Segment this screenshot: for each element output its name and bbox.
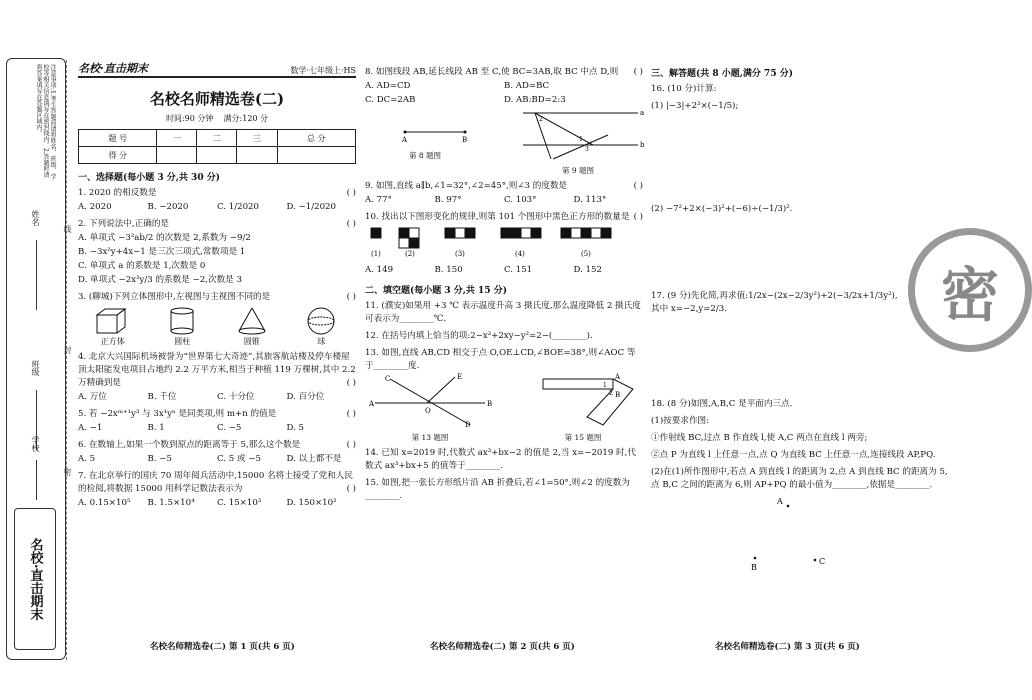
question-1: 1. 2020 的相反数是 ( ) <box>78 188 356 198</box>
header-logo: 名校·直击期末 <box>78 62 148 75</box>
question-18-step1: ①作射线 BC,过点 B 作直线 l,使 A,C 两点在直线 l 两旁; <box>651 433 868 443</box>
svg-text:3: 3 <box>585 146 589 153</box>
options-q4: A. 万位 B. 千位 C. 十分位 D. 百分位 <box>78 392 325 402</box>
exam-meta: 时间:90 分钟 满分:120 分 <box>165 114 269 123</box>
cylinder-icon <box>162 306 202 336</box>
question-18-part2: (2)在(1)所作图形中,若点 A 到直线 l 的距离为 2,点 A 到直线 BC 的距离为 5,点 B,C 之间的距离为 6,则 AP+PQ 的最小值为________,依据是________. <box>651 467 948 490</box>
svg-text:E: E <box>457 373 463 381</box>
svg-text:A: A <box>369 400 375 408</box>
folded-paper-figure <box>523 373 643 429</box>
sphere-figure: 球 <box>287 306 357 347</box>
sphere-icon <box>301 306 341 336</box>
page-column-3 <box>651 60 951 575</box>
answer-area[interactable] <box>651 316 951 394</box>
svg-text:O: O <box>425 407 431 415</box>
name-input-line[interactable] <box>36 240 37 310</box>
question-18-part1: (1)按要求作图: <box>651 416 710 426</box>
answer-area[interactable] <box>651 113 951 199</box>
question-16: 16. (10 分)计算: <box>651 84 717 94</box>
options-q9: A. 77° B. 97° C. 103° D. 113° <box>365 195 607 205</box>
cylinder-figure: 圆柱 <box>148 306 218 347</box>
school-label: 学校 <box>31 436 40 452</box>
svg-text:A: A <box>402 136 408 144</box>
svg-text:C: C <box>385 375 391 383</box>
options-q7: A. 0.15×10⁵ B. 1.5×10⁴ C. 15×10³ D. 150×10² <box>78 498 337 508</box>
question-14: 14. 已知 x=2019 时,代数式 ax³+bx−2 的值是 2,当 x=−2019 时,代数式 ax³+bx+5 的值等于________. <box>365 448 636 471</box>
svg-text:B: B <box>751 563 757 572</box>
option-q2b: B. −3x²y+4x−1 是三次三项式,常数项是 1 <box>78 247 246 257</box>
svg-text:(1): (1) <box>371 250 381 258</box>
segment-figure <box>365 107 485 147</box>
intersecting-lines-figure <box>365 373 495 429</box>
svg-text:(4): (4) <box>515 250 525 258</box>
option-q2d: D. 单项式 −2x²y/3 的系数是 −2,次数是 3 <box>78 275 242 285</box>
question-13: 13. 如图,直线 AB,CD 相交于点 O,OE⊥CD,∠BOE=38°,则∠AOC 等于________度. <box>365 348 636 371</box>
solid-figures <box>78 306 356 347</box>
exam-instructions: 注意事项:1.考生答题前请将姓名、班级、学校等相关信息填写在密封线内。2.答题时请将答案填写在答题区域内。 <box>35 64 56 180</box>
svg-text:D: D <box>465 421 471 429</box>
question-12: 12. 在括号内填上恰当的项:2−x²+2xy−y²=2−(________). <box>365 331 593 341</box>
svg-text:A: A <box>615 373 621 381</box>
options-q10: A. 149 B. 150 C. 151 D. 152 <box>365 265 602 275</box>
section-title: 一、选择题(每小题 3 分,共 30 分) <box>78 173 220 183</box>
question-16-part1: (1) |−3|+2³×(−1/5); <box>651 101 739 111</box>
question-18: 18. (8 分)如图,A,B,C 是平面内三点. <box>651 399 793 409</box>
school-input-line[interactable] <box>36 460 37 500</box>
figures-13-15 <box>365 373 643 443</box>
question-16-part2: (2) −7²+2×(−3)²+(−6)÷(−1/3)². <box>651 204 793 214</box>
question-10: 10. 找出以下图形变化的规律,则第 101 个图形中黑色正方形的数量是 ( ) <box>365 212 643 222</box>
question-6: 6. 在数轴上,如果一个数到原点的距离等于 5,那么这个数是 ( ) <box>78 440 356 450</box>
svg-text:B: B <box>487 400 493 408</box>
svg-text:B: B <box>615 391 621 399</box>
seal-char: 密 <box>63 468 72 476</box>
question-8: 8. 如图线段 AB,延长线段 AB 至 C,使 BC=3AB,取 BC 中点 D,则 ( ) <box>365 67 643 77</box>
class-label: 班级 <box>31 360 40 376</box>
question-4: 4. 北京大兴国际机场被誉为“世界第七大奇迹”,其旅客航站楼及停车楼屋顶太阳能发电项目占地约 2.2 万平方米,相当于种植 119 万棵树,其中 2.2 万精确到是 ( ) <box>78 352 356 388</box>
question-7: 7. 在北京举行的国庆 70 周年阅兵活动中,15000 名将士接受了党和人民的检阅,将数据 15000 用科学记数法表示为 ( ) <box>78 471 356 494</box>
score-cell[interactable] <box>157 147 197 164</box>
footer-page-2: 名校名师精选卷(二) 第 2 页(共 6 页) <box>430 642 575 652</box>
score-cell[interactable] <box>197 147 237 164</box>
cone-figure: 圆锥 <box>217 306 287 347</box>
cone-icon <box>232 306 272 336</box>
page-title: 名校名师精选卷(二) <box>149 90 285 108</box>
question-18-step2: ②点 P 为直线 l 上任意一点,点 Q 为直线 BC 上任意一点,连接线段 AP,PQ. <box>651 450 936 460</box>
svg-text:(5): (5) <box>581 250 591 258</box>
svg-text:b: b <box>640 141 645 149</box>
figure-13: A B C E O D 第 13 题图 <box>365 373 495 443</box>
parallel-lines-figure <box>513 107 643 162</box>
seal-char: 线 <box>63 225 72 233</box>
svg-text:1: 1 <box>603 382 607 389</box>
seal-line <box>66 60 67 660</box>
figure-9: a b 2 1 3 第 9 题图 <box>513 107 643 176</box>
svg-text:a: a <box>640 109 645 117</box>
question-15: 15. 如图,把一张长方形纸片沿 AB 折叠后,若∠1=50°,则∠2 的度数为________. <box>365 478 630 501</box>
score-table: 题 号 一 二 三 总 分 得 分 <box>78 129 356 164</box>
section-title: 三、解答题(共 8 小题,满分 75 分) <box>651 69 793 79</box>
page-column-1 <box>78 60 356 510</box>
score-cell[interactable] <box>277 147 355 164</box>
pattern-figure <box>365 224 643 260</box>
svg-text:A: A <box>777 497 783 506</box>
options-q8: A. AD=CD B. AD=BC C. DC=2AB D. AB:BD=2:3 <box>365 81 566 105</box>
cube-icon <box>93 306 133 336</box>
svg-text:C: C <box>819 557 826 566</box>
points-figure <box>651 492 951 572</box>
page-column-2 <box>365 60 643 503</box>
figure-8: A B 第 8 题图 <box>365 107 485 176</box>
question-9: 9. 如图,直线 a∥b,∠1=32°,∠2=45°,则∠3 的度数是 ( ) <box>365 181 643 191</box>
svg-text:2: 2 <box>609 390 613 397</box>
options-q1: A. 2020 B. −2020 C. 1/2020 D. −1/2020 <box>78 202 336 212</box>
question-5: 5. 若 −2xᵐ⁺¹y³ 与 3x¹yⁿ 是同类项,则 m+n 的值是 ( ) <box>78 409 356 419</box>
svg-text:2: 2 <box>539 116 543 123</box>
brand-logo: 名校·直击期末 <box>14 508 56 650</box>
option-q2c: C. 单项式 a 的系数是 1,次数是 0 <box>78 261 206 271</box>
svg-text:(3): (3) <box>455 250 465 258</box>
seal-stamp: 密 <box>908 228 1032 352</box>
svg-text:(2): (2) <box>405 250 415 258</box>
svg-text:B: B <box>462 136 468 144</box>
option-q2a: A. 单项式 −3²ab/2 的次数是 2,系数为 −9/2 <box>78 233 251 243</box>
page-header <box>78 60 356 78</box>
score-cell[interactable] <box>237 147 277 164</box>
question-17: 17. (9 分)先化简,再求值:1/2x−(2x−2/3y²)+2(−3/2x+1/3y²),其中 x=−2,y=2/3. <box>651 291 898 314</box>
seal-char: 封 <box>63 346 72 354</box>
cube-figure: 正方体 <box>78 306 148 347</box>
question-11: 11. (濮安)如果用 +3 ℃ 表示温度升高 3 摄氏度,那么温度降低 2 摄氏度可表示为________℃. <box>365 301 641 324</box>
name-label: 姓名 <box>31 210 40 226</box>
question-2: 2. 下列说法中,正确的是 ( ) <box>78 219 356 229</box>
svg-text:1: 1 <box>579 136 583 143</box>
question-3: 3. (聊城)下列立体图形中,左视图与主视图不同的是 ( ) <box>78 292 356 302</box>
figures-8-9 <box>365 107 643 176</box>
answer-area[interactable] <box>651 216 951 286</box>
section-title: 二、填空题(每小题 3 分,共 15 分) <box>365 286 507 296</box>
figure-15: A B 1 2 第 15 题图 <box>523 373 643 443</box>
subject-label: 数学·七年级上·HS <box>290 66 356 75</box>
footer-page-3: 名校名师精选卷(二) 第 3 页(共 6 页) <box>715 642 860 652</box>
options-q5: A. −1 B. 1 C. −5 D. 5 <box>78 423 305 433</box>
footer-page-1: 名校名师精选卷(二) 第 1 页(共 6 页) <box>150 642 295 652</box>
options-q6: A. 5 B. −5 C. 5 或 −5 D. 以上都不是 <box>78 454 342 464</box>
